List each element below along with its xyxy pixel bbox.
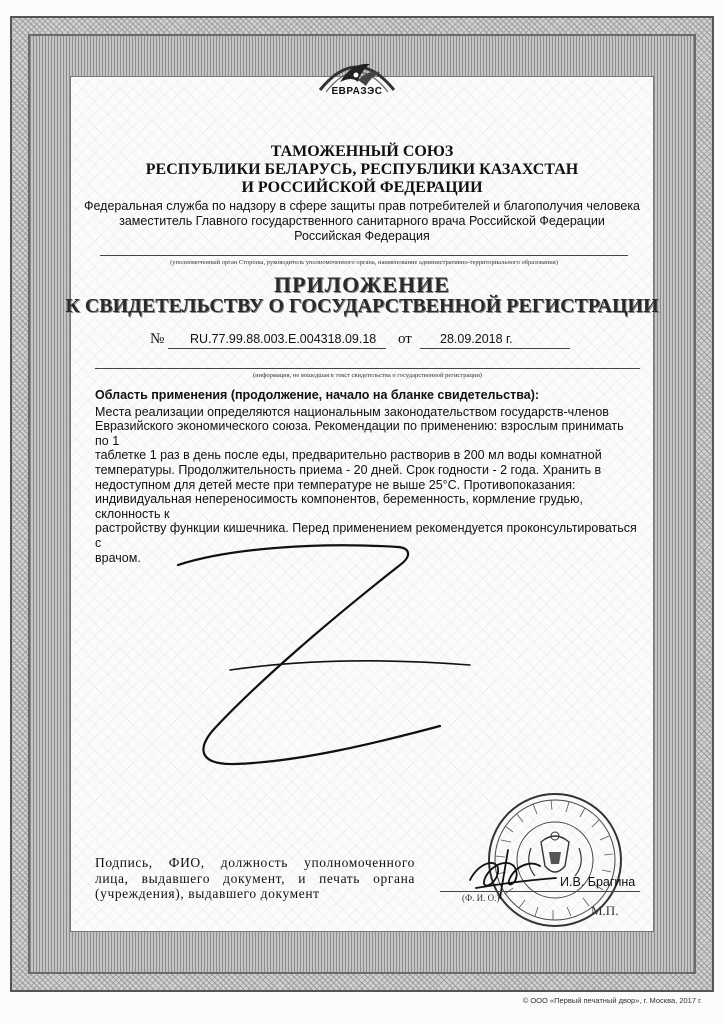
body-line: врачом. bbox=[95, 550, 141, 565]
body-line: растройству функции кишечника. Перед применением рекомендуется проконсультироваться с bbox=[95, 521, 637, 550]
agency-line-2: заместитель Главного государственного санитарного врача Российской Федерации bbox=[119, 214, 605, 228]
title-appendix: ПРИЛОЖЕНИЕ bbox=[274, 272, 450, 297]
header-line-republics: РЕСПУБЛИКИ БЕЛАРУСЬ, РЕСПУБЛИКИ КАЗАХСТАН bbox=[145, 161, 579, 178]
body-line: Евразийского экономического союза. Рекомендации по применению: взрослым принимать по 1 bbox=[95, 419, 624, 448]
fio-label: (Ф. И. О.) bbox=[462, 893, 500, 903]
registration-date: 28.09.2018 г. bbox=[440, 332, 513, 346]
logo-text: ЕВРАЗЭС bbox=[331, 86, 383, 97]
body-line: таблетке 1 раз в день после еды, предварительно растворив в 200 мл воды комнатной bbox=[95, 448, 602, 463]
body-line: температуры. Продолжительность приема - 20 дней. Срок годности - 2 года. Хранить в bbox=[95, 462, 602, 477]
body-line: индивидуальная непереносимость компонентов, беременность, кормление грудью, склонность к bbox=[95, 492, 584, 521]
printer-imprint: © ООО «Первый печатный двор», г. Москва, 2017 г. bbox=[522, 996, 702, 1005]
body-line: недоступном для детей месте при температуре не выше 25°С. Противопоказания: bbox=[95, 477, 576, 492]
scope-heading: Область применения (продолжение, начало на бланке свидетельства): bbox=[95, 388, 540, 402]
agency-line-1: Федеральная служба по надзору в сфере защиты прав потребителей и благополучия человека bbox=[83, 199, 641, 213]
title-certificate: К СВИДЕТЕЛЬСТВУ О ГОСУДАРСТВЕННОЙ РЕГИСТРАЦИИ bbox=[65, 295, 659, 317]
number-label: № bbox=[150, 331, 165, 347]
info-caption: (информация, не вошедшая в текст свидетельства о государственной регистрации) bbox=[253, 372, 482, 379]
registration-number: RU.77.99.88.003.Е.004318.09.18 bbox=[190, 332, 377, 346]
signature-caption: Подпись, ФИО, должность уполномоченного лица, выдавшего документ, и печать органа (учреждения), выдавшего документ bbox=[95, 855, 415, 901]
body-line: Места реализации определяются национальным законодательством государств-членов bbox=[95, 404, 609, 419]
header-line-customs-union: ТАМОЖЕННЫЙ СОЮЗ bbox=[270, 143, 454, 160]
header-line-russian-federation: И РОССИЙСКОЙ ФЕДЕРАЦИИ bbox=[241, 179, 483, 196]
stamp-place-label: М.П. bbox=[591, 903, 619, 918]
signature-underline bbox=[440, 891, 640, 892]
signer-name: И.В. Брагина bbox=[560, 875, 636, 889]
agency-caption: (уполномоченный орган Стороны, руководитель уполномоченного органа, наименование административно-территориального образования) bbox=[170, 259, 558, 266]
date-label: от bbox=[398, 331, 412, 347]
agency-line-3: Российская Федерация bbox=[294, 229, 430, 243]
